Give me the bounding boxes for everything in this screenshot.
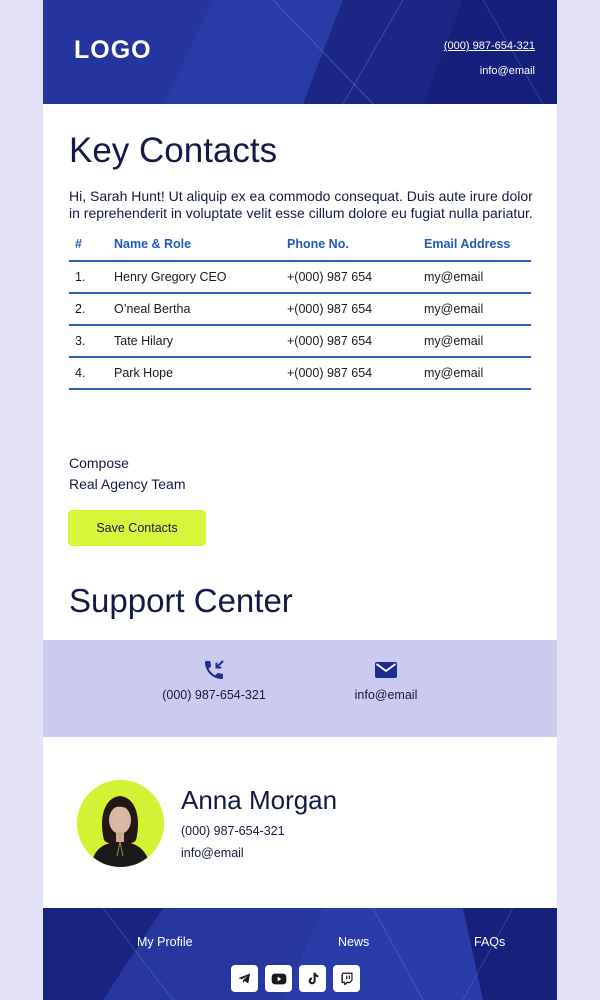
contacts-table <box>69 227 531 390</box>
intro-text: Hi, Sarah Hunt! Ut aliquip ex ea commodo consequat. Duis aute irure dolor in reprehenderit in voluptate velit esse cillum dolore eu fugiat nulla pariatur. <box>69 188 533 221</box>
avatar-portrait <box>77 780 164 867</box>
header-email-link[interactable]: info@email <box>479 65 535 77</box>
row-name: Tate Hilary <box>108 325 281 357</box>
row-phone: +(000) 987 654 <box>281 261 418 293</box>
envelope-icon <box>374 658 398 682</box>
row-phone: +(000) 987 654 <box>281 293 418 325</box>
signature-line-team: Real Agency Team <box>69 476 186 492</box>
row-number: 2. <box>69 293 108 325</box>
twitch-icon[interactable] <box>333 965 360 992</box>
row-number: 1. <box>69 261 108 293</box>
row-phone: +(000) 987 654 <box>281 357 418 389</box>
row-email: my@email <box>418 325 531 357</box>
table-row <box>69 293 531 325</box>
row-name: Henry Gregory CEO <box>108 261 281 293</box>
table-header-row <box>69 227 531 261</box>
column-header-number: # <box>69 227 108 261</box>
phone-incoming-icon <box>202 658 226 682</box>
signature-block <box>69 453 185 495</box>
row-email: my@email <box>418 293 531 325</box>
tiktok-icon[interactable] <box>299 965 326 992</box>
page-title: Key Contacts <box>69 131 278 170</box>
support-title: Support Center <box>69 582 293 619</box>
row-name: Park Hope <box>108 357 281 389</box>
avatar <box>77 780 164 867</box>
column-header-phone: Phone No. <box>281 227 418 261</box>
support-phone-item[interactable] <box>134 658 294 702</box>
row-email: my@email <box>418 261 531 293</box>
signature-line-compose: Compose <box>69 455 129 471</box>
logo[interactable]: LOGO <box>74 36 152 64</box>
footer-link-faqs[interactable]: FAQs <box>474 935 506 949</box>
support-email-text: info@email <box>354 688 418 702</box>
table-row <box>69 325 531 357</box>
column-header-email: Email Address <box>418 227 531 261</box>
agent-email[interactable]: info@email <box>181 846 244 860</box>
youtube-icon[interactable] <box>265 965 292 992</box>
support-band <box>43 640 557 737</box>
table-row <box>69 357 531 389</box>
header-phone-link[interactable]: (000) 987-654-321 <box>443 40 535 52</box>
header-banner <box>43 0 557 104</box>
agent-name: Anna Morgan <box>181 785 338 815</box>
table-row <box>69 261 531 293</box>
support-email-item[interactable] <box>306 658 466 702</box>
row-name: O’neal Bertha <box>108 293 281 325</box>
footer-link-news[interactable]: News <box>338 935 370 949</box>
agent-phone[interactable]: (000) 987-654-321 <box>181 824 285 838</box>
save-contacts-button[interactable]: Save Contacts <box>68 510 206 546</box>
footer <box>43 908 557 1000</box>
footer-link-my-profile[interactable]: My Profile <box>137 935 193 949</box>
row-phone: +(000) 987 654 <box>281 325 418 357</box>
email-card <box>43 0 557 1000</box>
telegram-icon[interactable] <box>231 965 258 992</box>
row-number: 3. <box>69 325 108 357</box>
support-phone-text: (000) 987-654-321 <box>162 688 266 702</box>
column-header-name: Name & Role <box>108 227 281 261</box>
row-number: 4. <box>69 357 108 389</box>
row-email: my@email <box>418 357 531 389</box>
